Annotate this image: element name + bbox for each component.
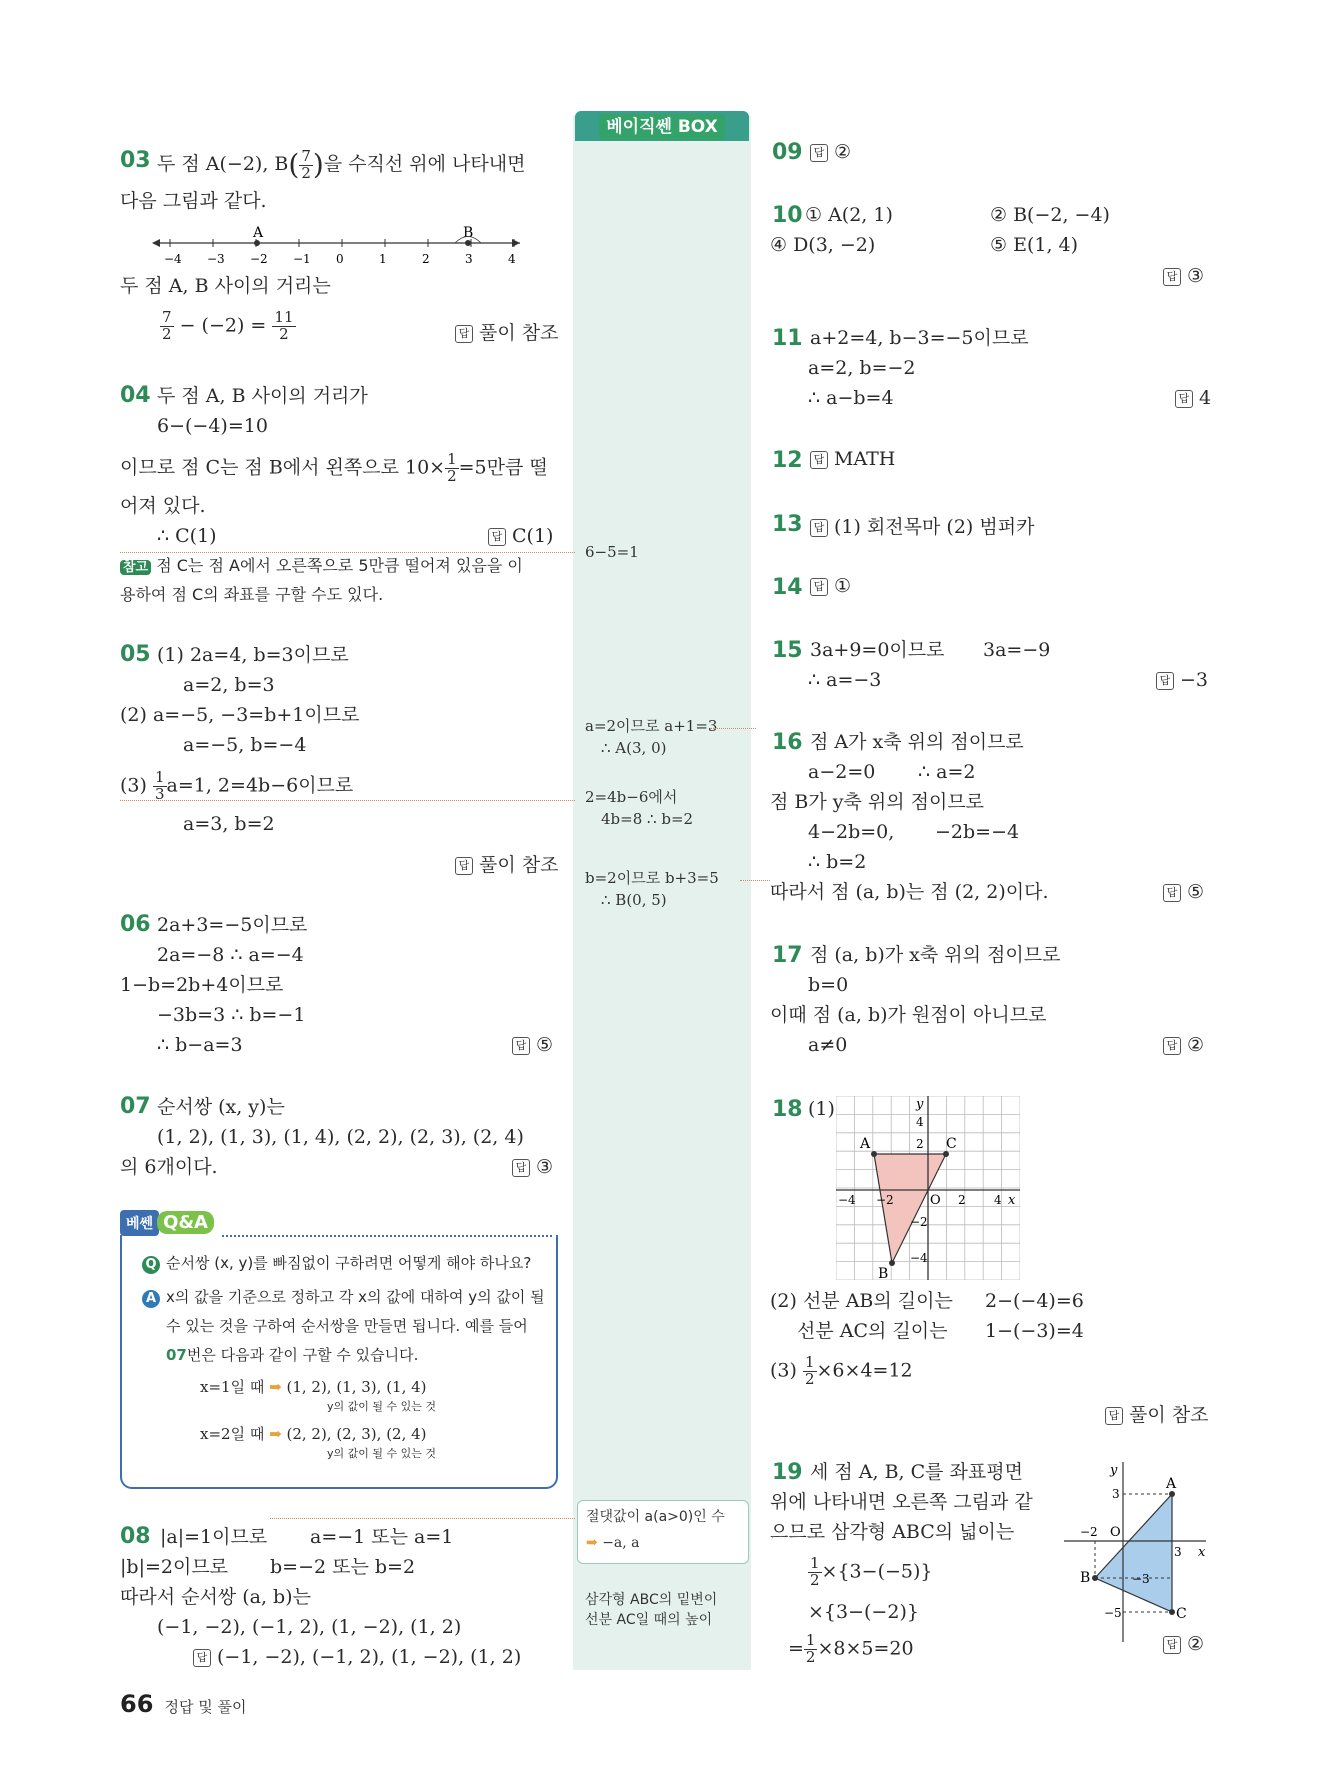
qa-box	[120, 1235, 558, 1489]
problem-06-line2: 2a=−8 ∴ a=−4	[157, 944, 304, 966]
problem-17-line1: 점 (a, b)가 x축 위의 점이므로	[810, 944, 1061, 966]
problem-08-answer: 답 (−1, −2), (−1, 2), (1, −2), (1, 2)	[193, 1646, 521, 1668]
problem-03-number: 03	[120, 148, 151, 173]
problem-16-line3: 점 B가 y축 위의 점이므로	[770, 791, 985, 813]
problem-04-note1: 참고 점 C는 점 A에서 오른쪽으로 5만큼 떨어져 있음을 이	[120, 556, 523, 576]
problem-15-line1a: 3a+9=0이므로	[810, 639, 945, 661]
problem-08-line2a: |b|=2이므로	[120, 1556, 229, 1578]
svg-text:y: y	[1110, 1463, 1118, 1478]
problem-04-line2: 6−(−4)=10	[157, 415, 268, 437]
problem-11-line3: ∴ a−b=4	[808, 387, 894, 409]
problem-18-line2b: 2−(−4)=6	[985, 1290, 1084, 1312]
svg-text:B: B	[463, 225, 474, 241]
problem-11-line1: a+2=4, b−3=−5이므로	[810, 327, 1029, 349]
problem-11-line2: a=2, b=−2	[808, 357, 916, 379]
svg-text:B: B	[878, 1266, 889, 1280]
number-line-label: 4	[508, 252, 516, 266]
svg-text:−3: −3	[1132, 1572, 1150, 1586]
svg-text:A: A	[253, 225, 264, 241]
problem-04-line4: 어져 있다.	[120, 495, 206, 517]
svg-text:y: y	[916, 1097, 924, 1112]
problem-16-line4b: −2b=−4	[935, 821, 1020, 843]
problem-05-number: 05	[120, 642, 151, 667]
problem-17-number: 17	[772, 943, 803, 968]
qa-header: 베쎈 Q&A	[120, 1210, 214, 1238]
qa-question: Q 순서쌍 (x, y)를 빠짐없이 구하려면 어떻게 해야 하나요?	[142, 1252, 531, 1274]
svg-text:−5: −5	[1104, 1606, 1122, 1620]
problem-04-line1: 두 점 A, B 사이의 거리가	[157, 385, 368, 407]
problem-16-line5: ∴ b=2	[808, 851, 867, 873]
svg-text:C: C	[946, 1136, 957, 1152]
qa-answer-3: 07번은 다음과 같이 구할 수 있습니다.	[166, 1346, 419, 1364]
page-footer-label: 정답 및 풀이	[164, 1698, 247, 1716]
problem-12-answer: 답 MATH	[810, 448, 895, 470]
svg-text:C: C	[1176, 1606, 1187, 1622]
problem-17-line2: b=0	[808, 974, 849, 996]
number-line	[150, 225, 530, 275]
problem-04-line5: ∴ C(1)	[157, 525, 217, 547]
number-line-label: −1	[293, 252, 311, 266]
svg-text:−4: −4	[910, 1251, 928, 1265]
problem-16-line2b: ∴ a=2	[918, 761, 976, 783]
problem-17-line3: 이때 점 (a, b)가 원점이 아니므로	[770, 1004, 1047, 1026]
qa-row-1: x=1일 때 ➡ (1, 2), (1, 3), (1, 4)	[200, 1378, 427, 1396]
svg-text:B: B	[1080, 1570, 1091, 1586]
svg-text:3: 3	[1112, 1487, 1120, 1501]
problem-06-line5: ∴ b−a=3	[157, 1034, 243, 1056]
problem-07-number: 07	[120, 1094, 151, 1119]
problem-06-line1: 2a+3=−5이므로	[157, 914, 308, 936]
problem-03-answer: 답 풀이 참조	[455, 318, 558, 345]
problem-04-answer: 답 C(1)	[488, 525, 553, 547]
problem-19-line3: 으므로 삼각형 ABC의 넓이는	[770, 1521, 1015, 1543]
problem-05-line4: a=−5, b=−4	[183, 734, 307, 756]
number-line-label: −3	[207, 252, 225, 266]
problem-16-number: 16	[772, 730, 803, 755]
problem-07-line1: 순서쌍 (x, y)는	[157, 1096, 285, 1118]
svg-text:O: O	[1110, 1525, 1121, 1540]
basic-box-header: 베이직쎈 BOX	[575, 111, 749, 141]
svg-text:3: 3	[1174, 1545, 1182, 1559]
problem-05-answer: 답 풀이 참조	[455, 850, 558, 877]
problem-18-answer: 답 풀이 참조	[1105, 1400, 1208, 1427]
svg-text:−2: −2	[910, 1215, 928, 1229]
number-line-label: 3	[465, 252, 473, 266]
problem-16-answer: 답 ⑤	[1163, 881, 1204, 903]
svg-text:−4: −4	[838, 1193, 856, 1207]
problem-05-line2: a=2, b=3	[183, 674, 275, 696]
problem-08-line1a: |a|=1이므로	[160, 1526, 268, 1548]
svg-text:−2: −2	[1080, 1525, 1098, 1539]
problem-18-line3b: 1−(−3)=4	[985, 1320, 1084, 1342]
qa-answer-2: 수 있는 것을 구하여 순서쌍을 만들면 됩니다. 예를 들어	[166, 1317, 528, 1335]
problem-06-line4: −3b=3 ∴ b=−1	[157, 1004, 306, 1026]
problem-19-line5: ×{3−(−2)}	[808, 1601, 919, 1623]
problem-05-line5: (3) $\frac{1}{3}$ a=1, 2=4b−6이므로	[120, 768, 354, 803]
problem-16-line1: 점 A가 x축 위의 점이므로	[810, 731, 1024, 753]
problem-10-a: ① A(2, 1)	[805, 204, 893, 226]
svg-text:4: 4	[994, 1193, 1002, 1207]
problem-17-answer: 답 ②	[1163, 1034, 1204, 1056]
problem-18-line1: (1)	[808, 1098, 835, 1120]
problem-14-answer: 답 ①	[810, 575, 851, 597]
problem-10-d: ⑤ E(1, 4)	[990, 234, 1079, 256]
problem-19-number: 19	[772, 1460, 803, 1485]
problem-19-line4: $\frac{1}{2}$ ×{3−(−5)}	[810, 1554, 933, 1589]
problem-16-line2a: a−2=0	[808, 761, 876, 783]
problem-03-calc: $\frac{7}{2}$ − (−2) = $\frac{11}{2}$	[162, 308, 294, 343]
note-abs-box: 절댓값이 a(a>0)인 수 ➡ −a, a	[577, 1500, 749, 1564]
graph-18	[836, 1096, 1020, 1280]
problem-11-answer: 답 4	[1175, 387, 1211, 409]
problem-16-line4a: 4−2b=0,	[808, 821, 895, 843]
page-number: 66	[120, 1690, 154, 1718]
number-line-label: 2	[422, 252, 430, 266]
problem-18-line2a: (2) 선분 AB의 길이는	[770, 1290, 953, 1312]
problem-10-c: ④ D(3, −2)	[770, 234, 876, 256]
problem-17-line4: a≠0	[808, 1034, 848, 1056]
problem-15-line2: ∴ a=−3	[808, 669, 882, 691]
problem-05-line6: a=3, b=2	[183, 813, 275, 835]
svg-text:2: 2	[916, 1137, 924, 1151]
problem-04-line3: 이므로 점 C는 점 B에서 왼쪽으로 10× $\frac{1}{2}$ =5만큼 떨	[120, 450, 548, 485]
problem-19-line1: 세 점 A, B, C를 좌표평면	[810, 1461, 1023, 1483]
problem-08-number: 08	[120, 1524, 151, 1549]
qa-row-2: x=2일 때 ➡ (2, 2), (2, 3), (2, 4)	[200, 1425, 427, 1443]
problem-08-line3: 따라서 순서쌍 (a, b)는	[120, 1586, 311, 1608]
problem-16-line6: 따라서 점 (a, b)는 점 (2, 2)이다.	[770, 881, 1049, 903]
problem-13-number: 13	[772, 512, 803, 537]
problem-19-line6: = $\frac{1}{2}$ ×8×5=20	[788, 1631, 914, 1666]
svg-text:A: A	[1166, 1476, 1177, 1492]
problem-14-number: 14	[772, 575, 803, 600]
svg-text:x: x	[1198, 1545, 1206, 1560]
problem-07-answer: 답 ③	[512, 1156, 553, 1178]
svg-text:−2: −2	[876, 1193, 894, 1207]
note-height: 삼각형 ABC의 밑변이 선분 AC일 때의 높이	[585, 1592, 718, 1629]
problem-05-line3: (2) a=−5, −3=b+1이므로	[120, 704, 360, 726]
page-footer	[120, 1690, 247, 1718]
qa-answer-1: A x의 값을 기준으로 정하고 각 x의 값에 대하여 y의 값이 될	[142, 1286, 545, 1308]
problem-13-answer: 답 (1) 회전목마 (2) 범퍼카	[810, 512, 1034, 539]
problem-03-line2: 다음 그림과 같다.	[120, 190, 267, 212]
problem-06-answer: 답 ⑤	[512, 1034, 553, 1056]
problem-06-line3: 1−b=2b+4이므로	[120, 974, 284, 996]
problem-09-answer: 답 ②	[810, 141, 851, 163]
svg-text:4: 4	[916, 1115, 924, 1129]
problem-08-line1b: a=−1 또는 a=1	[310, 1526, 454, 1548]
problem-03-line3: 두 점 A, B 사이의 거리는	[120, 275, 331, 297]
problem-11-number: 11	[772, 326, 803, 351]
number-line-label: 0	[336, 252, 344, 266]
problem-04-number: 04	[120, 383, 151, 408]
problem-15-number: 15	[772, 638, 803, 663]
problem-10-number: 10	[772, 203, 803, 228]
problem-04-note2: 용하여 점 C의 좌표를 구할 수도 있다.	[120, 585, 384, 604]
qa-row-1-note: y의 값이 될 수 있는 것	[327, 1400, 436, 1413]
problem-18-number: 18	[772, 1097, 803, 1122]
problem-12-number: 12	[772, 448, 803, 473]
qa-row-2-note: y의 값이 될 수 있는 것	[327, 1447, 436, 1460]
problem-07-line3: 의 6개이다.	[120, 1156, 218, 1178]
note-b: 2=4b−6에서 4b=8 ∴ b=2	[585, 788, 694, 828]
svg-text:x: x	[1008, 1193, 1016, 1208]
svg-text:A: A	[860, 1136, 871, 1152]
svg-text:2: 2	[958, 1193, 966, 1207]
problem-10-answer: 답 ③	[1163, 265, 1204, 287]
number-line-label: −4	[164, 252, 182, 266]
problem-18-line4: (3) $\frac{1}{2}$ ×6×4=12	[770, 1353, 913, 1388]
problem-03-text: 두 점 A(−2), B( $\frac{7}{2}$ )을 수직선 위에 나타내면	[157, 146, 526, 182]
graph-19	[1060, 1460, 1210, 1645]
problem-08-line2b: b=−2 또는 b=2	[270, 1556, 416, 1578]
note-6-5: 6−5=1	[585, 543, 639, 561]
number-line-label: −2	[250, 252, 268, 266]
problem-07-line2: (1, 2), (1, 3), (1, 4), (2, 2), (2, 3), (2, 4)	[157, 1126, 524, 1148]
note-b2: b=2이므로 b+3=5 ∴ B(0, 5)	[585, 869, 719, 909]
problem-15-line1b: 3a=−9	[983, 639, 1051, 661]
problem-19-answer: 답 ②	[1163, 1633, 1204, 1655]
problem-06-number: 06	[120, 912, 151, 937]
problem-05-line1: (1) 2a=4, b=3이므로	[157, 644, 349, 666]
problem-09-number: 09	[772, 140, 803, 165]
problem-08-line4: (−1, −2), (−1, 2), (1, −2), (1, 2)	[157, 1616, 462, 1638]
problem-19-line2: 위에 나타내면 오른쪽 그림과 같	[770, 1491, 1033, 1513]
problem-18-line3a: 선분 AC의 길이는	[797, 1320, 948, 1342]
number-line-label: 1	[379, 252, 387, 266]
problem-10-b: ② B(−2, −4)	[990, 204, 1110, 226]
note-a: a=2이므로 a+1=3 ∴ A(3, 0)	[585, 717, 718, 757]
problem-15-answer: 답 −3	[1156, 669, 1208, 691]
svg-text:O: O	[930, 1193, 941, 1208]
